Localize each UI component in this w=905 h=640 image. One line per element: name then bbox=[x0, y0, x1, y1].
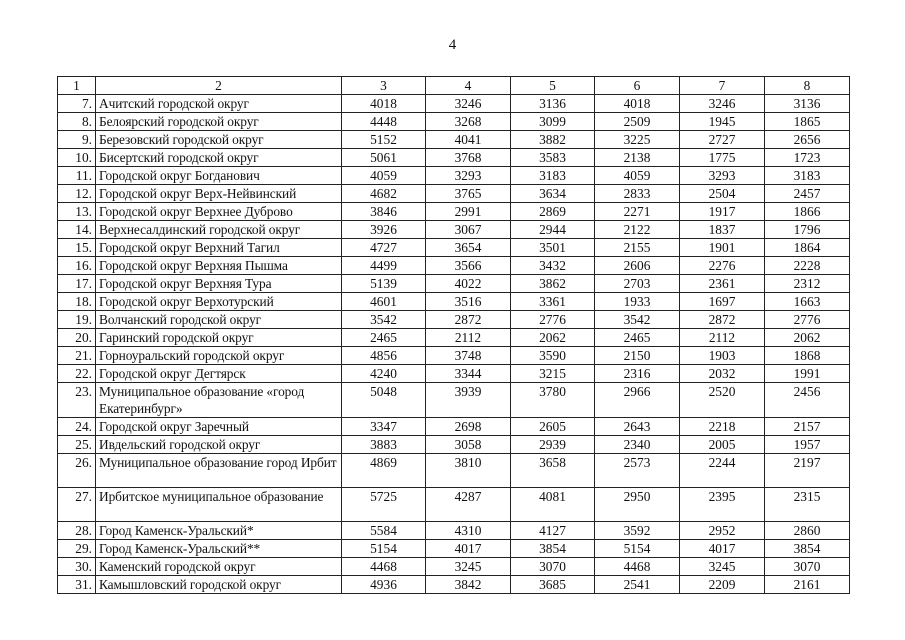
value-cell: 3926 bbox=[342, 221, 426, 239]
value-cell: 1837 bbox=[680, 221, 765, 239]
value-cell: 1866 bbox=[765, 203, 850, 221]
municipality-name: Белоярский городской округ bbox=[96, 113, 342, 131]
row-number: 11. bbox=[58, 167, 96, 185]
value-cell: 4017 bbox=[680, 540, 765, 558]
value-cell: 2727 bbox=[680, 131, 765, 149]
municipality-name: Ачитский городской округ bbox=[96, 95, 342, 113]
value-cell: 2150 bbox=[595, 347, 680, 365]
header-cell: 5 bbox=[511, 77, 595, 95]
value-cell: 4468 bbox=[595, 558, 680, 576]
value-cell: 5584 bbox=[342, 522, 426, 540]
value-cell: 3058 bbox=[426, 436, 511, 454]
row-number: 18. bbox=[58, 293, 96, 311]
row-number: 17. bbox=[58, 275, 96, 293]
municipality-name: Городской округ Заречный bbox=[96, 418, 342, 436]
municipality-name: Город Каменск-Уральский* bbox=[96, 522, 342, 540]
value-cell: 2138 bbox=[595, 149, 680, 167]
municipality-name: Городской округ Верх-Нейвинский bbox=[96, 185, 342, 203]
value-cell: 3136 bbox=[511, 95, 595, 113]
row-number: 13. bbox=[58, 203, 96, 221]
value-cell: 3583 bbox=[511, 149, 595, 167]
value-cell: 2833 bbox=[595, 185, 680, 203]
value-cell: 4018 bbox=[595, 95, 680, 113]
value-cell: 3347 bbox=[342, 418, 426, 436]
table-row bbox=[58, 95, 850, 113]
table-row bbox=[58, 576, 850, 594]
value-cell: 2062 bbox=[765, 329, 850, 347]
value-cell: 3136 bbox=[765, 95, 850, 113]
row-number: 21. bbox=[58, 347, 96, 365]
municipality-name: Ивдельский городской округ bbox=[96, 436, 342, 454]
municipality-name: Ирбитское муниципальное образование bbox=[96, 488, 342, 522]
value-cell: 3658 bbox=[511, 454, 595, 488]
value-cell: 4310 bbox=[426, 522, 511, 540]
value-cell: 4499 bbox=[342, 257, 426, 275]
table-row bbox=[58, 347, 850, 365]
row-number: 23. bbox=[58, 383, 96, 418]
row-number: 30. bbox=[58, 558, 96, 576]
value-cell: 3432 bbox=[511, 257, 595, 275]
value-cell: 5152 bbox=[342, 131, 426, 149]
table-row bbox=[58, 365, 850, 383]
value-cell: 4727 bbox=[342, 239, 426, 257]
value-cell: 3634 bbox=[511, 185, 595, 203]
value-cell: 2244 bbox=[680, 454, 765, 488]
value-cell: 3183 bbox=[765, 167, 850, 185]
value-cell: 1865 bbox=[765, 113, 850, 131]
row-number: 28. bbox=[58, 522, 96, 540]
value-cell: 2966 bbox=[595, 383, 680, 418]
municipality-name: Верхнесалдинский городской округ bbox=[96, 221, 342, 239]
header-row bbox=[58, 77, 850, 95]
value-cell: 1868 bbox=[765, 347, 850, 365]
value-cell: 2605 bbox=[511, 418, 595, 436]
value-cell: 3862 bbox=[511, 275, 595, 293]
value-cell: 4601 bbox=[342, 293, 426, 311]
value-cell: 1864 bbox=[765, 239, 850, 257]
row-number: 19. bbox=[58, 311, 96, 329]
value-cell: 2228 bbox=[765, 257, 850, 275]
row-number: 9. bbox=[58, 131, 96, 149]
table-row bbox=[58, 293, 850, 311]
value-cell: 4127 bbox=[511, 522, 595, 540]
value-cell: 1723 bbox=[765, 149, 850, 167]
value-cell: 2271 bbox=[595, 203, 680, 221]
value-cell: 5061 bbox=[342, 149, 426, 167]
value-cell: 3883 bbox=[342, 436, 426, 454]
value-cell: 3245 bbox=[680, 558, 765, 576]
value-cell: 2872 bbox=[426, 311, 511, 329]
municipality-name: Городской округ Верхнее Дуброво bbox=[96, 203, 342, 221]
value-cell: 3344 bbox=[426, 365, 511, 383]
value-cell: 3810 bbox=[426, 454, 511, 488]
table-row bbox=[58, 239, 850, 257]
value-cell: 2869 bbox=[511, 203, 595, 221]
municipality-name: Бисертский городской округ bbox=[96, 149, 342, 167]
value-cell: 3542 bbox=[595, 311, 680, 329]
value-cell: 2656 bbox=[765, 131, 850, 149]
municipality-name: Городской округ Богданович bbox=[96, 167, 342, 185]
value-cell: 3070 bbox=[765, 558, 850, 576]
table-row bbox=[58, 383, 850, 418]
value-cell: 2312 bbox=[765, 275, 850, 293]
value-cell: 2939 bbox=[511, 436, 595, 454]
table-row bbox=[58, 131, 850, 149]
value-cell: 1957 bbox=[765, 436, 850, 454]
value-cell: 2465 bbox=[595, 329, 680, 347]
value-cell: 3882 bbox=[511, 131, 595, 149]
value-cell: 3215 bbox=[511, 365, 595, 383]
header-cell: 3 bbox=[342, 77, 426, 95]
value-cell: 3768 bbox=[426, 149, 511, 167]
value-cell: 2457 bbox=[765, 185, 850, 203]
value-cell: 1697 bbox=[680, 293, 765, 311]
value-cell: 4287 bbox=[426, 488, 511, 522]
value-cell: 3939 bbox=[426, 383, 511, 418]
municipality-name: Городской округ Верхний Тагил bbox=[96, 239, 342, 257]
value-cell: 5154 bbox=[342, 540, 426, 558]
value-cell: 4468 bbox=[342, 558, 426, 576]
value-cell: 3293 bbox=[426, 167, 511, 185]
row-number: 14. bbox=[58, 221, 96, 239]
row-number: 24. bbox=[58, 418, 96, 436]
value-cell: 2509 bbox=[595, 113, 680, 131]
municipality-name: Городской округ Верхняя Пышма bbox=[96, 257, 342, 275]
value-cell: 2112 bbox=[426, 329, 511, 347]
value-cell: 3361 bbox=[511, 293, 595, 311]
value-cell: 4240 bbox=[342, 365, 426, 383]
value-cell: 2122 bbox=[595, 221, 680, 239]
value-cell: 1903 bbox=[680, 347, 765, 365]
municipality-name: Муниципальное образование «город Екатеринбург» bbox=[96, 383, 342, 418]
row-number: 22. bbox=[58, 365, 96, 383]
municipality-name: Горноуральский городской округ bbox=[96, 347, 342, 365]
value-cell: 4869 bbox=[342, 454, 426, 488]
data-table bbox=[57, 76, 850, 594]
value-cell: 3293 bbox=[680, 167, 765, 185]
value-cell: 2316 bbox=[595, 365, 680, 383]
value-cell: 2395 bbox=[680, 488, 765, 522]
value-cell: 3246 bbox=[426, 95, 511, 113]
row-number: 20. bbox=[58, 329, 96, 347]
value-cell: 2315 bbox=[765, 488, 850, 522]
header-cell: 7 bbox=[680, 77, 765, 95]
municipality-name: Волчанский городской округ bbox=[96, 311, 342, 329]
value-cell: 2573 bbox=[595, 454, 680, 488]
value-cell: 1663 bbox=[765, 293, 850, 311]
value-cell: 2643 bbox=[595, 418, 680, 436]
value-cell: 2155 bbox=[595, 239, 680, 257]
value-cell: 3854 bbox=[765, 540, 850, 558]
row-number: 15. bbox=[58, 239, 96, 257]
table-row bbox=[58, 540, 850, 558]
municipality-name: Гаринский городской округ bbox=[96, 329, 342, 347]
value-cell: 3842 bbox=[426, 576, 511, 594]
table-row bbox=[58, 558, 850, 576]
table-row bbox=[58, 221, 850, 239]
value-cell: 3516 bbox=[426, 293, 511, 311]
table-row bbox=[58, 436, 850, 454]
table-row bbox=[58, 488, 850, 522]
value-cell: 5139 bbox=[342, 275, 426, 293]
value-cell: 3245 bbox=[426, 558, 511, 576]
value-cell: 2157 bbox=[765, 418, 850, 436]
value-cell: 2606 bbox=[595, 257, 680, 275]
municipality-name: Городской округ Верхняя Тура bbox=[96, 275, 342, 293]
value-cell: 3765 bbox=[426, 185, 511, 203]
value-cell: 3183 bbox=[511, 167, 595, 185]
value-cell: 2161 bbox=[765, 576, 850, 594]
row-number: 31. bbox=[58, 576, 96, 594]
table-row bbox=[58, 275, 850, 293]
value-cell: 1917 bbox=[680, 203, 765, 221]
value-cell: 2209 bbox=[680, 576, 765, 594]
value-cell: 2991 bbox=[426, 203, 511, 221]
value-cell: 2062 bbox=[511, 329, 595, 347]
value-cell: 3268 bbox=[426, 113, 511, 131]
value-cell: 5725 bbox=[342, 488, 426, 522]
value-cell: 4081 bbox=[511, 488, 595, 522]
value-cell: 3099 bbox=[511, 113, 595, 131]
value-cell: 4059 bbox=[342, 167, 426, 185]
value-cell: 3246 bbox=[680, 95, 765, 113]
value-cell: 2541 bbox=[595, 576, 680, 594]
row-number: 26. bbox=[58, 454, 96, 488]
table-row bbox=[58, 329, 850, 347]
table-row bbox=[58, 522, 850, 540]
value-cell: 2520 bbox=[680, 383, 765, 418]
value-cell: 2950 bbox=[595, 488, 680, 522]
value-cell: 4017 bbox=[426, 540, 511, 558]
header-cell: 8 bbox=[765, 77, 850, 95]
table-row bbox=[58, 418, 850, 436]
table-row bbox=[58, 203, 850, 221]
value-cell: 2872 bbox=[680, 311, 765, 329]
value-cell: 3225 bbox=[595, 131, 680, 149]
table-row bbox=[58, 257, 850, 275]
header-cell: 2 bbox=[96, 77, 342, 95]
value-cell: 4856 bbox=[342, 347, 426, 365]
value-cell: 2703 bbox=[595, 275, 680, 293]
table-row bbox=[58, 149, 850, 167]
value-cell: 3592 bbox=[595, 522, 680, 540]
header-cell: 1 bbox=[58, 77, 96, 95]
value-cell: 3501 bbox=[511, 239, 595, 257]
row-number: 16. bbox=[58, 257, 96, 275]
value-cell: 5048 bbox=[342, 383, 426, 418]
row-number: 8. bbox=[58, 113, 96, 131]
value-cell: 2032 bbox=[680, 365, 765, 383]
value-cell: 2952 bbox=[680, 522, 765, 540]
row-number: 12. bbox=[58, 185, 96, 203]
value-cell: 3542 bbox=[342, 311, 426, 329]
table-row bbox=[58, 454, 850, 488]
value-cell: 1945 bbox=[680, 113, 765, 131]
municipality-name: Березовский городской округ bbox=[96, 131, 342, 149]
value-cell: 3067 bbox=[426, 221, 511, 239]
value-cell: 3780 bbox=[511, 383, 595, 418]
value-cell: 2776 bbox=[765, 311, 850, 329]
table-row bbox=[58, 167, 850, 185]
value-cell: 2698 bbox=[426, 418, 511, 436]
row-number: 25. bbox=[58, 436, 96, 454]
value-cell: 2112 bbox=[680, 329, 765, 347]
value-cell: 2005 bbox=[680, 436, 765, 454]
value-cell: 2465 bbox=[342, 329, 426, 347]
value-cell: 3748 bbox=[426, 347, 511, 365]
value-cell: 1796 bbox=[765, 221, 850, 239]
table-row bbox=[58, 185, 850, 203]
value-cell: 3654 bbox=[426, 239, 511, 257]
value-cell: 4448 bbox=[342, 113, 426, 131]
municipality-name: Каменский городской округ bbox=[96, 558, 342, 576]
value-cell: 3685 bbox=[511, 576, 595, 594]
value-cell: 2944 bbox=[511, 221, 595, 239]
value-cell: 3590 bbox=[511, 347, 595, 365]
value-cell: 4936 bbox=[342, 576, 426, 594]
value-cell: 1933 bbox=[595, 293, 680, 311]
value-cell: 4022 bbox=[426, 275, 511, 293]
value-cell: 2361 bbox=[680, 275, 765, 293]
value-cell: 2504 bbox=[680, 185, 765, 203]
value-cell: 4682 bbox=[342, 185, 426, 203]
row-number: 10. bbox=[58, 149, 96, 167]
municipality-name: Городской округ Верхотурский bbox=[96, 293, 342, 311]
value-cell: 4059 bbox=[595, 167, 680, 185]
value-cell: 2860 bbox=[765, 522, 850, 540]
value-cell: 1901 bbox=[680, 239, 765, 257]
table-row bbox=[58, 113, 850, 131]
header-cell: 4 bbox=[426, 77, 511, 95]
value-cell: 2276 bbox=[680, 257, 765, 275]
row-number: 29. bbox=[58, 540, 96, 558]
value-cell: 2197 bbox=[765, 454, 850, 488]
value-cell: 2340 bbox=[595, 436, 680, 454]
value-cell: 3846 bbox=[342, 203, 426, 221]
municipality-name: Камышловский городской округ bbox=[96, 576, 342, 594]
value-cell: 4041 bbox=[426, 131, 511, 149]
table-row bbox=[58, 311, 850, 329]
row-number: 27. bbox=[58, 488, 96, 522]
value-cell: 2218 bbox=[680, 418, 765, 436]
page-number: 4 bbox=[448, 37, 457, 53]
municipality-name: Городской округ Дегтярск bbox=[96, 365, 342, 383]
value-cell: 3854 bbox=[511, 540, 595, 558]
header-cell: 6 bbox=[595, 77, 680, 95]
row-number: 7. bbox=[58, 95, 96, 113]
municipality-name: Город Каменск-Уральский** bbox=[96, 540, 342, 558]
value-cell: 2776 bbox=[511, 311, 595, 329]
value-cell: 4018 bbox=[342, 95, 426, 113]
value-cell: 1775 bbox=[680, 149, 765, 167]
value-cell: 3070 bbox=[511, 558, 595, 576]
value-cell: 3566 bbox=[426, 257, 511, 275]
value-cell: 2456 bbox=[765, 383, 850, 418]
value-cell: 1991 bbox=[765, 365, 850, 383]
municipality-name: Муниципальное образование город Ирбит bbox=[96, 454, 342, 488]
value-cell: 5154 bbox=[595, 540, 680, 558]
